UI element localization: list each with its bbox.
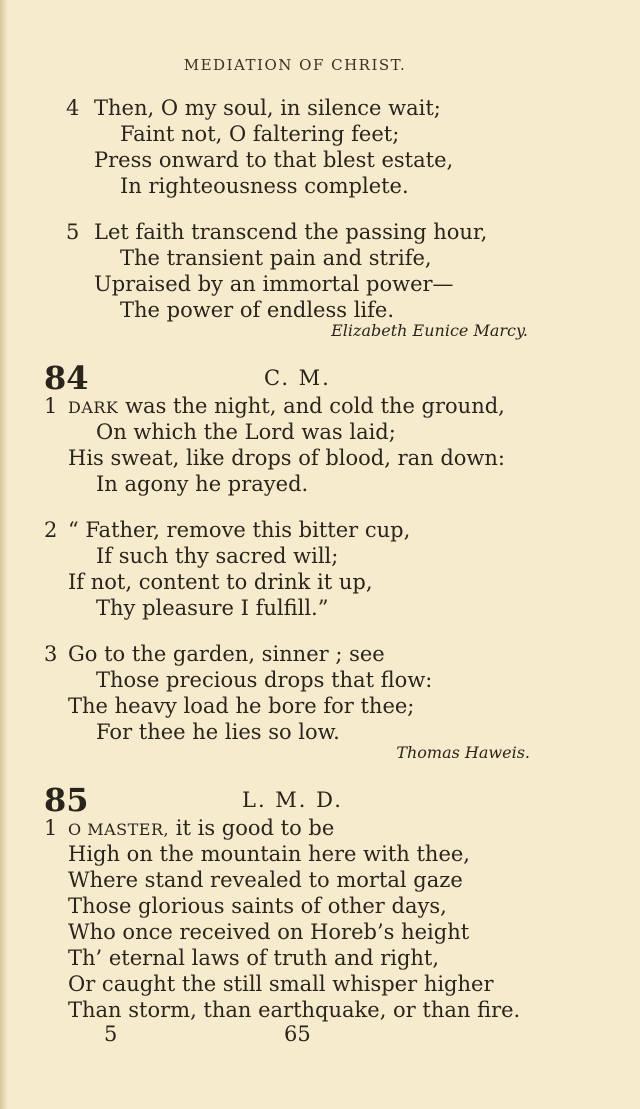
verse-line: Those precious drops that flow: (96, 668, 433, 692)
verse-line-rest: it is good to be (175, 816, 335, 840)
verse-line: Who once received on Horeb’s height (68, 920, 470, 944)
hymn-number: 84 (44, 359, 89, 397)
verse-line: Thy pleasure I fulfill.” (96, 596, 329, 620)
verse-line: Let faith transcend the passing hour, (94, 220, 488, 244)
verse-line: For thee he lies so low. (96, 720, 340, 744)
verse-line: On which the Lord was laid; (96, 420, 396, 444)
hymn-meter: C. M. (264, 366, 331, 390)
page-number: 65 (284, 1022, 311, 1046)
verse-line: Then, O my soul, in silence wait; (94, 96, 441, 120)
stanza-number: 2 (44, 518, 58, 542)
signature-mark: 5 (104, 1022, 118, 1046)
verse-line: Faint not, O faltering feet; (120, 122, 400, 146)
verse-line: The heavy load he bore for thee; (68, 694, 415, 718)
verse-line: If not, content to drink it up, (68, 570, 373, 594)
stanza-number: 5 (66, 220, 80, 244)
verse-line: Th’ eternal laws of truth and right, (68, 946, 440, 970)
attribution: Elizabeth Eunice Marcy. (331, 321, 528, 340)
verse-line (68, 818, 334, 839)
stanza-number: 1 (44, 394, 58, 418)
verse-line: Go to the garden, sinner ; see (68, 642, 385, 666)
verse-line: In agony he prayed. (96, 472, 309, 496)
stanza-number: 1 (44, 816, 58, 840)
verse-line: “ Father, remove this bitter cup, (68, 518, 411, 542)
stanza-number: 4 (66, 96, 80, 120)
verse-line: In righteousness complete. (120, 174, 409, 198)
stanza-number: 3 (44, 642, 58, 666)
verse-line: Or caught the still small whisper higher (68, 972, 494, 996)
verse-line (68, 396, 505, 417)
verse-line: High on the mountain here with thee, (68, 842, 470, 866)
small-caps-word: O MASTER, (68, 820, 170, 839)
verse-line: Upraised by an immortal power— (94, 272, 454, 296)
attribution: Thomas Haweis. (396, 743, 530, 762)
hymn-meter: L. M. D. (242, 788, 343, 812)
small-caps-word: DARK (68, 398, 119, 417)
verse-line: The power of endless life. (120, 298, 395, 322)
verse-line: The transient pain and strife, (120, 246, 432, 270)
verse-line: Where stand revealed to mortal gaze (68, 868, 463, 892)
verse-line: Press onward to that blest estate, (94, 148, 454, 172)
verse-line-rest: was the night, and cold the ground, (125, 394, 505, 418)
verse-line: Those glorious saints of other days, (68, 894, 447, 918)
hymn-number: 85 (44, 781, 89, 819)
running-head: MEDIATION OF CHRIST. (183, 56, 407, 74)
verse-line: His sweat, like drops of blood, ran down: (68, 446, 506, 470)
verse-line: If such thy sacred will; (96, 544, 339, 568)
verse-line: Than storm, than earthquake, or than fire. (68, 998, 521, 1022)
page-edge-shadow (0, 0, 8, 1109)
